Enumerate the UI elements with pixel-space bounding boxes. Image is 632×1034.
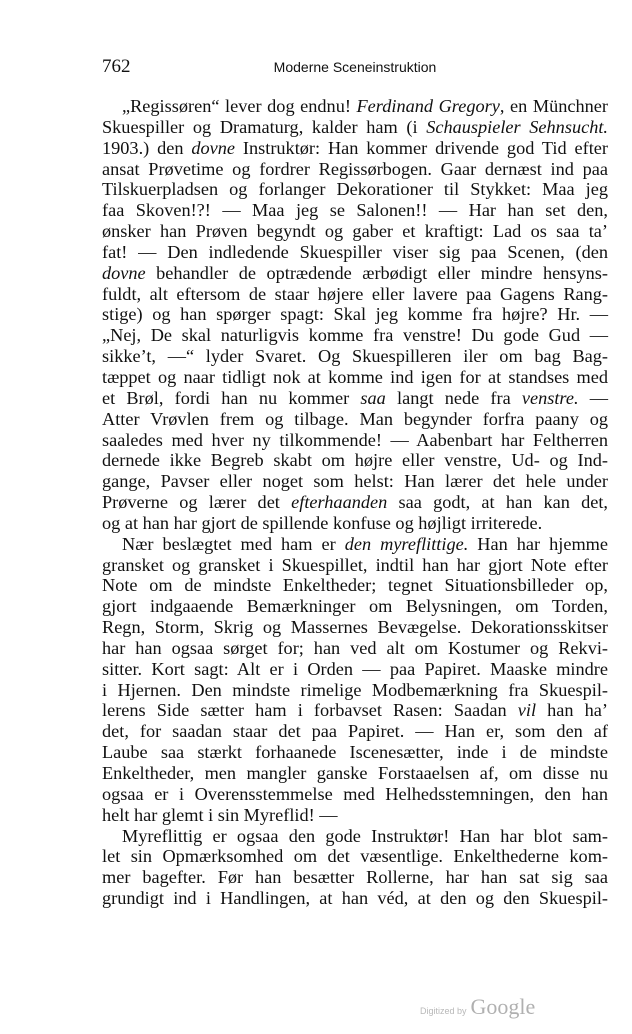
text-line: og at han har gjort de spillende konfuse og højligt irriterede. bbox=[102, 512, 543, 533]
italic-text: den myreflittige. bbox=[344, 533, 469, 554]
text-line: ønsker han Prøven begyndt og gaber et kraftigt: Lad os saa ta’ bbox=[102, 221, 608, 242]
google-logo: Google bbox=[470, 994, 536, 1019]
text-line: har han ogsaa sørget for; han ved alt om Kostumer og Rekvi- bbox=[102, 637, 608, 658]
text-line: stige) og han spørger spagt: Skal jeg komme fra højre? Hr. — bbox=[102, 304, 608, 325]
text-line: sitter. Kort sagt: Alt er i Orden — paa Papiret. Maaske mindre bbox=[102, 658, 608, 679]
text-line: ansat Prøvetime og fordrer Regissørbogen. Gaar dernæst ind paa bbox=[102, 158, 608, 179]
text-line: Laube saa stærkt forhaanede Iscenesætter, inde i de mindste bbox=[102, 742, 608, 763]
text-line: Note om de mindste Enkeltheder; tegnet Situationsbilleder op, bbox=[102, 575, 608, 596]
text-line: „Nej, De skal naturligvis komme fra venstre! Du gode Gud — bbox=[102, 325, 608, 346]
text-line: Tilskuerpladsen og forlanger Dekorationer til Stykket: Maa jeg bbox=[102, 179, 608, 200]
digitized-watermark bbox=[420, 994, 570, 1024]
text-line: gange, Pavser eller noget som helst: Han lærer det hele under bbox=[102, 471, 608, 492]
text-line: helt har glemt i sin Myreflid! — bbox=[102, 804, 338, 825]
text-line: ogsaa er i Overensstemmelse med Helhedsstemningen, den han bbox=[102, 783, 608, 804]
text-line: Atter Vrøvlen frem og tilbage. Man begynder forfra paany og bbox=[102, 408, 608, 429]
text-line: dernede ikke Begreb skabt om højre eller venstre, Ud- og Ind- bbox=[102, 450, 608, 471]
text-line: Prøverne og lærer det efterhaanden saa godt, at han kan det, bbox=[102, 492, 608, 513]
text-line: grundigt ind i Handlingen, at han véd, at den og den Skuespil- bbox=[102, 888, 608, 909]
italic-text: vil bbox=[517, 700, 537, 721]
text-line: i Hjernen. Den mindste rimelige Modbemærkning fra Skuespil- bbox=[102, 679, 608, 700]
text-line: mer bagefter. Før han besætter Rollerne, har han sat sig saa bbox=[102, 867, 608, 888]
text-line: Myreflittig er ogsaa den gode Instruktør! Han har blot sam- bbox=[122, 825, 608, 846]
italic-text: dovne bbox=[191, 137, 236, 158]
text-line: et Brøl, fordi han nu kommer saa langt nede fra venstre. — bbox=[102, 387, 608, 408]
text-line: Regn, Storm, Skrig og Massernes Bevægelse. Dekorationsskitser bbox=[102, 617, 608, 638]
text-line: faa Skoven!?! — Maa jeg se Salonen!! — Har han set den, bbox=[102, 200, 608, 221]
text-line: fat! — Den indledende Skuespiller viser sig paa Scenen, (den bbox=[102, 241, 608, 262]
text-line: gjort indgaaende Bemærkninger om Belysningen, om Torden, bbox=[102, 596, 608, 617]
body-text bbox=[102, 96, 608, 909]
text-line: 1903.) den dovne Instruktør: Han kommer drivende god Tid efter bbox=[102, 137, 608, 158]
text-line: Skuespiller og Dramaturg, kalder ham (i Schauspieler Sehnsucht. bbox=[102, 116, 608, 137]
text-line: Nær beslægtet med ham er den myreflittige. Han har hjemme bbox=[122, 533, 608, 554]
running-head: Moderne Sceneinstruktion bbox=[273, 59, 437, 75]
text-line: fuldt, alt eftersom de staar højere eller lavere paa Gagens Rang- bbox=[102, 283, 608, 304]
text-line: dovne behandler de optrædende ærbødigt eller mindre hensyns- bbox=[102, 262, 608, 283]
text-line: Enkeltheder, men mangler ganske Forstaaelsen af, om disse nu bbox=[102, 763, 608, 783]
page-header bbox=[102, 56, 608, 80]
text-line: saaledes med hver ny tilkommende! — Aabenbart har Feltherren bbox=[102, 429, 608, 450]
italic-text: Schauspieler Sehnsucht. bbox=[426, 116, 608, 137]
italic-text: efterhaanden bbox=[291, 492, 388, 513]
text-line: lerens Side sætter ham i forbavset Rasen: Saadan vil han ha’ bbox=[102, 700, 608, 721]
text-line: gransket og gransket i Skuespillet, indtil han har gjort Note efter bbox=[102, 554, 608, 575]
text-line: tæppet og naar tidligt nok at komme ind igen for at standses med bbox=[102, 366, 608, 387]
text-line: let sin Opmærksomhed om det væsentlige. Enkelthederne kom- bbox=[102, 846, 608, 867]
text-line: sikke’t, —“ lyder Svaret. Og Skuespilleren iler om bag Bag- bbox=[102, 346, 608, 367]
text-line: det, for saadan staar det paa Papiret. — Han er, som den af bbox=[102, 721, 608, 742]
italic-text: Ferdinand Gregory bbox=[356, 96, 500, 116]
text-line: „Regissøren“ lever dog endnu! Ferdinand Gregory, en Münchner bbox=[122, 96, 608, 116]
italic-text: dovne bbox=[102, 262, 146, 283]
italic-text: saa bbox=[360, 387, 386, 408]
italic-text: venstre. bbox=[521, 387, 579, 408]
page-number: 762 bbox=[102, 56, 131, 77]
digitized-label: Digitized by bbox=[420, 1006, 467, 1016]
